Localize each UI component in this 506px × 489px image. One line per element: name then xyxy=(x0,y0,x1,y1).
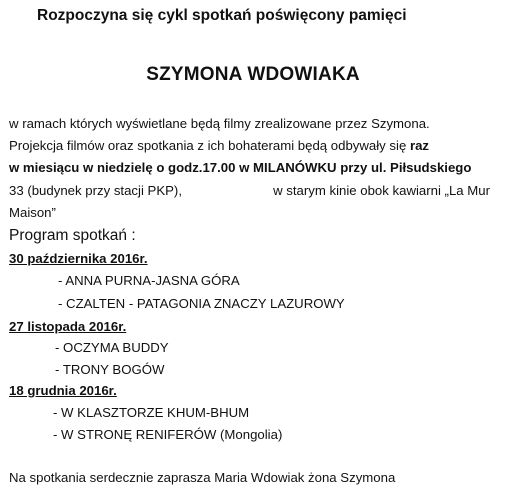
session-date: 30 października 2016r. xyxy=(9,251,148,266)
film-title: - W STRONĘ RENIFERÓW (Mongolia) xyxy=(53,427,283,442)
film-title: - W KLASZTORZE KHUM-BHUM xyxy=(53,405,250,420)
session-date: 27 listopada 2016r. xyxy=(9,319,127,334)
intro-line-3-time: w miesiącu w niedzielę o godz.17.00 w xyxy=(9,160,254,175)
film-title: - TRONY BOGÓW xyxy=(55,362,165,377)
honoree-name: SZYMONA WDOWIAKA xyxy=(146,64,360,85)
intro-line-1: w ramach których wyświetlane będą filmy zrealizowane przez Szymona. xyxy=(9,116,430,131)
intro-line-4-address: 33 (budynek przy stacji PKP), xyxy=(9,183,182,198)
intro-line-4-venue: w starym kinie obok kawiarni „La Mur xyxy=(273,183,490,198)
intro-line-3 xyxy=(9,161,471,174)
intro-line-3-place: MILANÓWKU przy ul. Piłsudskiego xyxy=(253,160,472,175)
headline: Rozpoczyna się cykl spotkań poświęcony pamięci xyxy=(37,7,407,24)
intro-line-4 xyxy=(9,184,490,197)
program-header: Program spotkań : xyxy=(9,227,136,244)
invitation: Na spotkania serdecznie zaprasza Maria Wdowiak żona Szymona xyxy=(9,470,396,485)
intro-line-2-bold: raz xyxy=(409,138,430,153)
intro-line-2 xyxy=(9,139,429,152)
session-date: 18 grudnia 2016r. xyxy=(9,383,117,398)
film-title: - ANNA PURNA-JASNA GÓRA xyxy=(58,273,240,288)
film-title: - OCZYMA BUDDY xyxy=(55,340,169,355)
intro-line-5: Maison” xyxy=(9,205,56,220)
film-title: - CZALTEN - PATAGONIA ZNACZY LAZUROWY xyxy=(58,296,345,311)
intro-line-2-text: Projekcja filmów oraz spotkania z ich bohaterami będą odbywały się xyxy=(9,138,410,153)
